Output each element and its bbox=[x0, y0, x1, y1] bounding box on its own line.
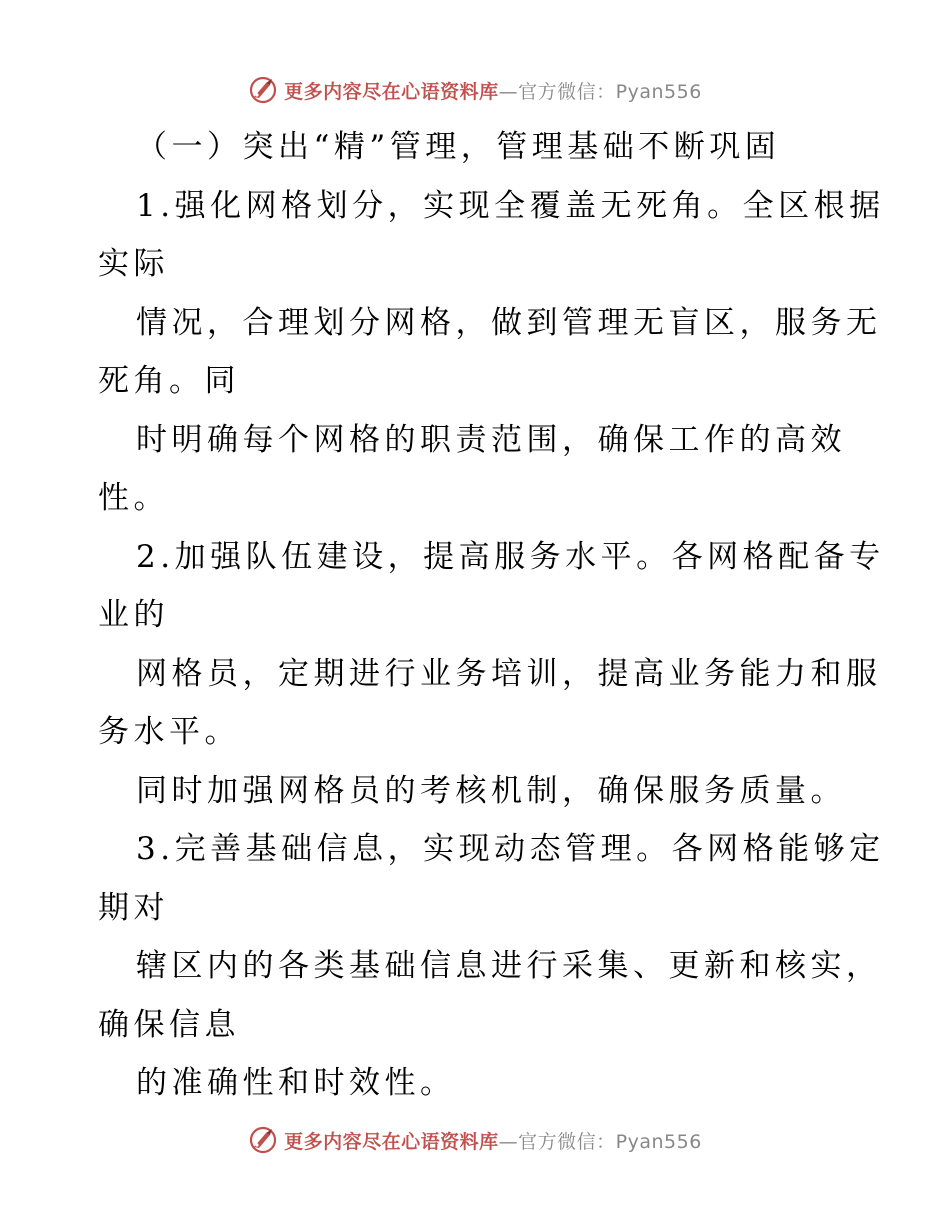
paragraph-line: 时明确每个网格的职责范围，确保工作的高效 bbox=[136, 421, 846, 458]
paragraph-line: 3.完善基础信息，实现动态管理。各网格能够定 bbox=[136, 831, 885, 867]
banner-wechat: —官方微信：Pyan556 bbox=[498, 1130, 702, 1153]
paragraph-line: 1.强化网格划分，实现全覆盖无死角。全区根据 bbox=[136, 187, 885, 224]
paragraph-line: 2.加强队伍建设，提高服务水平。各网格配备专 bbox=[136, 538, 885, 575]
paragraph-line: 死角。同 bbox=[98, 363, 240, 399]
paragraph-line: 期对 bbox=[98, 889, 169, 926]
banner-title: 更多内容尽在心语资料库—官方微信：Pyan556 bbox=[284, 80, 702, 103]
header-banner bbox=[0, 70, 950, 110]
paragraph-line: 实际 bbox=[98, 246, 169, 282]
paragraph-line: 网格员，定期进行业务培训，提高业务能力和服 bbox=[136, 655, 882, 692]
paragraph-line: 确保信息 bbox=[98, 1006, 240, 1043]
quill-pen-logo-icon bbox=[248, 75, 278, 105]
paragraph-line: 的准确性和时效性。 bbox=[136, 1065, 456, 1101]
banner-title: 更多内容尽在心语资料库—官方微信：Pyan556 bbox=[284, 1130, 702, 1153]
quill-pen-logo-icon bbox=[248, 1125, 278, 1155]
paragraph-line: 业的 bbox=[98, 597, 169, 633]
document-body bbox=[98, 118, 885, 1113]
paragraph-line: 辖区内的各类基础信息进行采集、更新和核实， bbox=[136, 948, 882, 984]
paragraph-line: 务水平。 bbox=[98, 714, 240, 750]
footer-banner bbox=[0, 1120, 950, 1160]
paragraph-line: 情况，合理划分网格，做到管理无盲区，服务无 bbox=[136, 304, 882, 341]
paragraph-line: 同时加强网格员的考核机制，确保服务质量。 bbox=[136, 772, 846, 809]
paragraph-line: 性。 bbox=[98, 480, 169, 516]
section-heading: （一）突出“精”管理，管理基础不断巩固 bbox=[136, 129, 781, 165]
banner-wechat: —官方微信：Pyan556 bbox=[498, 80, 702, 103]
